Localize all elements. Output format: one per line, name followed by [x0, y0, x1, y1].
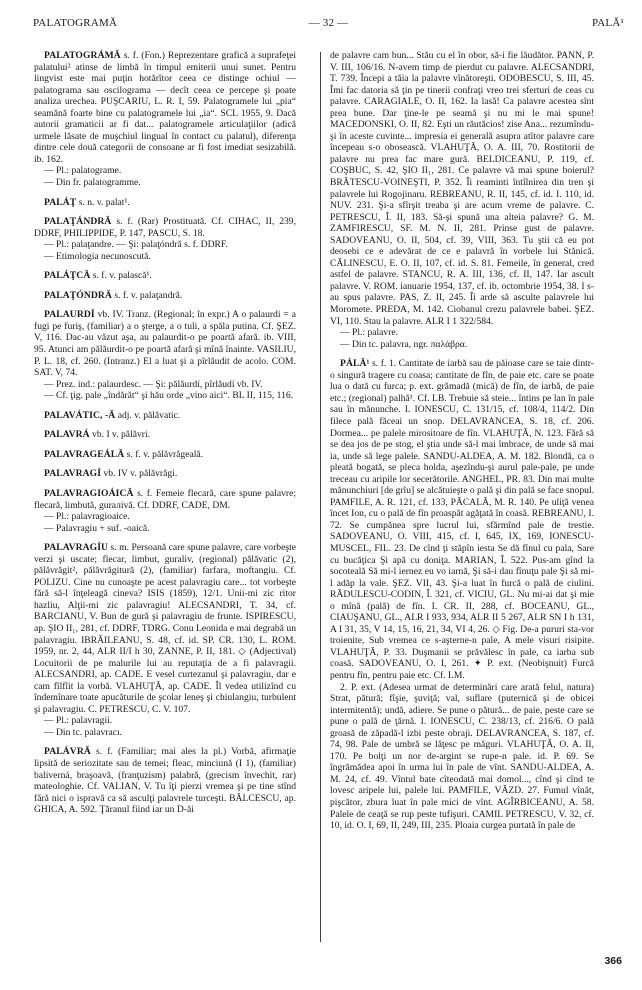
entry-subsection: — Pl.: palatograme. [44, 165, 122, 177]
right-column [330, 50, 594, 832]
entry-subsection: — Pl.: palavragii. [44, 715, 113, 727]
entry-definition: de palavre cam bun... Stău cu el în obor, să-i fie lăudător. PANN, P. V. III, 106/16. N-avem timp de pierdut cu palavre. ALECSANDRI, T. 739. Începi a tăia la palavre vînătoreşti. ODOBESCU, S. III, 45. Îmi fac datoria să ţin pe tinerii confraţi vreo trei sferturi de ceas cu palavre. CARAGIALE, O. II, 162. Ia lasă! Ca palavre acestea sînt prea bune. Dar ţine-le pe seamă şi nu mi le mai spune! MACEDONSKI, O. II, 82. Eşti un răutăcios! zise Ana... rezumîndu-şi în aceste cuvinte... impresia ei generală asupra atîtor palavre care începeau s-o obosească. VLAHUŢĂ, O. A. III, 70. Rostitorii de palavre nu prea fac mare gură. BELDICEANU, P. 119, cf. COŞBUC, S. 42, ŞIO II₁, 281. Ce palavre vă mai spune boierul? BRĂTESCU-VOINEŞTI, P. 352. Îi reaminti întîlnirea din tren şi palavrele lui Rogojinaru. REBREANU, R. II, 145, cf. id. I. 110, id. NUV. 231. Şi-a sfîrşit treaba şi are acum vreme de palavre. C. PETRESCU, Î. II, 183. Să-şi spună una alteia palavre? G. M. ZAMFIRESCU, SF. M. N. II, 281. Prinse gust de palavre. SADOVEANU, O. II, 504, cf. 39, VIII, 363. Tu ştii că eu pot deosebi ce e adevărat de ce e palavră în vorbele lui Stănică. CĂLINESCU, E. O. II, 107, cf. id. S. 81. Femeile, în general, cred astfel de palavre. STANCU, R. A. III, 136, cf. II, 147. Iar ascult palavre. V. ROM. ianuarie 1954, 137, cf. ib. octombrie 1954, 38. I s-au spus palavre. PAS, Z. II, 245. Îi arde să asculte palavrele lui Moromete. PREDA, M. 142. Ciobanul crezu palavrele babei. ŞEZ. VI, 110. Stau la palavre. ALR I 1 322/584. [330, 50, 594, 327]
entry-subsection: — Pl.: palaţandre. — Şi: palaţóndră s. f. DDRF. [44, 239, 228, 251]
entry-definition: PALÁŢ s. n. v. palat¹. [44, 196, 130, 208]
entry-subsection: — Pl.: palavre. [340, 327, 399, 339]
entry-definition: PALAVRAGEÁLĂ s. f. v. pălăvrăgeală. [44, 448, 204, 460]
entry-subsection: — Din tc. palavra, ngr. παλάβρα. [340, 338, 468, 350]
dictionary-entry-palavra_cont [330, 50, 594, 350]
entry-subsection: — Etimologia necunoscută. [44, 250, 151, 262]
headword: PALAŢÓNDRĂ [44, 289, 112, 301]
dictionary-entry-pala1 [330, 358, 594, 831]
entry-definition: PÁLĂ¹ s. f. 1. Cantitate de iarbă sau de păioase care se taie dintr-o singură tragere cu coasa; cantitate de fîn, de paie etc. care se poate lua o dată cu furca; p. ext. grămadă (mică) de fîn, de iarbă, de paie etc.; (regional) palhă¹. Cf. LB. Trebuie să steie... întins pe lan în pale sau în mănunche. I. IONESCU, C. 131/15, cf. 108/4, 114/2. Din filece pală făceai un snop. DELAVRANCEA, S. 18, cf. 206. Dormea... pe palele mirositoare de fîn. VLAHUŢĂ, N. 123. Fără să se dea jos de pe stog, el ştia unde să-l mai îmbrace, de unde să mai ia, unde să lege palele. SANDU-ALDEA, A. M. 182. Blondă, ca o pleată bogată, se pleca holda, aşezîndu-şi aurul pale-pale, pe unde treceau cu aripile lor secerătorile. ANGHEL, PR. 83. Din mai multe mănunchiuri [de grîu] se alcătuieşte o pală şi din pală se face snopul. PAMFILE, A. R. 121, cf. 133, PĂCALĂ, M. R. 140. Pe uliţă venea încet Ion, cu o pală de fîn proaspăt agăţată în coasă. REBREANU, I. 72. Se cumpănea spre lucrul lui, sfărmînd pale de trestie. SADOVEANU, O. VIII, 415, cf. I, 645, IX, 169, IONESCU-MUSCEL, FIL. 23. De cînd ţi stăpîn iesta Se dă fînul cu pala, Sare cu bucăţica Şi apă cu doniţa. MARIAN, Î. 522. Pus-am gînd la socoteală Să mi-l iernez eu vo iarnă, Şi să-i dau fînuţu pale Şi să mi-l adăp la vale. ŞEZ. VII, 43. Şi-a luat în furcă o pală de ciulini. RĂDULESCU-CODIN, Î. 321, cf. VICIU, GL. Nu mi-ai dat şi mie o mînă (pală) de fîn. I. CR. II, 288, cf. BOCEANU, GL., CIAUŞANU, GL., ALR I 933, 934, ALR II 5 267, ALR SN I h 131, A I 31, 35, V 14, 15, 16, 21, 34, VI 4, 26. ◇ Fig. De-a pururi sta-vor troienite, Sub vremea ce s-aşterne-n pale, A mele visuri risipite. VLAHUŢĂ, P. 33. Duşmanii se prăvălesc în pale, ca iarba sub coasă. SADOVEANU, O. I, 261. ✦ P. ext. (Neobişnuit) Furcă pentru fîn, pentru paie etc. Cf. LM. [330, 358, 595, 681]
entry-subsection: 2. P. ext. (Adesea urmat de determinări care arată felul, natura) Strat, pătură; fîşie, şuviţă; val, suflare (puternică şi de obicei intermitentă); undă, adiere. Se pune o pătură... de paie, peste care se pune o pală de ţărnă. I. IONESCU, C. 238/13, cf. 216/6. O pală groasă de zăpadă-l izbi peste obraji. DELAVRANCEA, S. 187, cf. 74, 98. Pale de umbră se lăţesc pe măguri. VLAHUŢĂ, O. A. II, 170. Pe bolţi un nor de-argint se rupe-n pale. id. P. 69. Se îngrămădea apoi în urma lui în pale de vînt. SANDU-ALDEA, A. M. 24, cf. 49. Vîntul bate cîteodată mai domol..., cînd şi cînd te lovesc aripele lui, palele lui. PAMFILE, VĂZD. 27. Fumul vînăt, pişcător, zbura luat în pale mici de vînt. AGÎRBICEANU, A. 58. Palele de ceaţă se rup peste tufişuri. CAMIL PETRESCU, V. 32, cf. 10, id. O. I, 69, II, 249, III, 235. Ploaia curgea purtată în pale de [330, 681, 594, 832]
dictionary-entry-palavragi [34, 468, 296, 480]
dictionary-entry-palat [34, 197, 296, 209]
headword: PALATOGRÁMĂ [44, 50, 121, 61]
entry-subsection: — Cf. ţig. pale „îndărăt“ şi hău orde „vino aici“. BL II, 115, 116. [44, 390, 294, 402]
entry-definition: PALAVRAGÍU s. m. Persoană care spune palavre, care vorbeşte verzi şi uscate; flecar, limbut, guraliv, (regional) pălăvatic (2), pălăvrăgit², pălăvrăgitură (2), (familiar) farfara, moftangiu. Cf. POLIZU. Cine nu cunoaşte pe acest palavragiu care... tot vorbeşte fără să-l înţeleagă cineva? ISIS (1859), 12/1. Unii-mi zic ritor hazliu, Alţii-mi zic palavragiu! ALECSANDRI, T. 34, cf. BARCIANU, V. Bun de gură şi palavragiu de frunte. ISPIRESCU, ap. ŞIO II₁, 281, cf. DDRF, TDRG. Conu Leonida e mai degrabă un palavragiu. IBRĂILEANU, S. 48, cf. id. SP. CR. 130, L. ROM. 1959, nr. 2, 44, ALR II/I h 30, ZANNE, P. II, 181. ◇ (Adjectival) Locuitorii de pe malurile lui au reputaţia de a fi palavragii. ALECSANDRI, ap. CADE. E vesel curtezanul şi palavragiu, dar e cam fîlfîit la vorbă. VLAHUŢĂ, ap. CADE. Îl vedea utilizînd cu îndemînare toate apucăturile de şcolar leneş şi chiulangiu, turbulent şi palavragiu. C. PETRESCU, C. V. 107. [34, 542, 296, 715]
entry-definition: PALAVRÁ vb. I v. pălăvri. [44, 429, 151, 441]
entry-subsection: — Pl.: palavragioaice. [44, 511, 130, 523]
entry-definition: PALÁVRĂ s. f. (Familiar; mai ales la pl.) Vorbă, afirmaţie lipsită de seriozitate sau de temei; fleac, minciună (I 1), (familiar) baliverná, braşoavă, (franţuzism) palabră, (grecism învechit, rar) mateologhie. Cf. VALIAN, V. Tu îţi pierzi vremea şi pe tine stînd fără nici o ispravă ca să asculţi palavrele turceşti. BĂLCESCU, ap. GHICA, A. 592. Ţăranul fiind iar un D-ăi [34, 746, 296, 816]
entry-definition: PALAURDÍ vb. IV. Tranz. (Regional; în expr.) A o palaurdi = a fugi pe furiş, (familiar) a o şterge, a o tuli, a spăla putina. Cf. ŞEZ. V, 116. Dac-au văzut aşa, au palaurdit-o pe poartă afară. ib. VIII, 95. Atunci am pălăurdit-o pe poartă afară şi mînă înainte. VASILIU, P. L. 18, cf. 260. (Intranz.) El a luat şi a pîrlăudit de acolo. COM. SAT. V, 74. [34, 309, 296, 379]
dictionary-entry-palavatic [34, 410, 296, 422]
column-divider [320, 52, 321, 942]
entry-subsection: — Palavragiu + suf. -oaică. [44, 522, 150, 534]
entry-definition: PALATOGRÁMĂ s. f. (Fon.) Reprezentare grafică a suprafeţei palatului² atinse de limbă în timpul emiterii unui sunet. Pentru lingvist este mai puţin hotărîtor ceea ce distinge ochiul — palatograma sau oscilograma — decît ceea ce percepe şi poate analiza urechea. PUŞCARIU, L. R. I, 59. Palatogramele lui „pia“ seamănă foarte bine cu palatogramele lui „ia“. SCL 1955, 9. Dacă autorii gramaticii ar fi dat... palatogramele articulaţiilor (adică urmele lăsate de muşchiul lingual în contact cu palatul), diferenţa dintre cele două categorii de consoane ar fi fost imediat sesizabilă. ib. 162. [34, 50, 296, 165]
headword: PALAVRAGÍU [44, 542, 109, 554]
dictionary-entry-palavra_sf [34, 746, 296, 815]
dictionary-entry-palatandra [34, 216, 296, 262]
running-header [33, 17, 624, 33]
entry-subsection: — Din fr. palatogramme. [44, 177, 141, 189]
headword: PALAVRAGIOÁICĂ [44, 487, 134, 499]
dictionary-entry-palatograma [34, 50, 296, 189]
headword: PALAVRÁ [44, 429, 90, 441]
headword: PALAVRAGEÁLĂ [44, 448, 125, 460]
entry-definition: PALAVRAGIOÁICĂ s. f. Femeie flecară, care spune palavre; flecară, limbută, gurалivă. Cf. DDRF, CADE, DM. [34, 487, 296, 511]
entry-definition: PALAŢÓNDRĂ s. f. v. palaţandră. [44, 289, 183, 301]
headword: PALÁVRĂ [44, 746, 91, 758]
dictionary-entry-palavra_vb [34, 429, 296, 441]
headword: PALÁŢCĂ [44, 270, 91, 282]
entry-definition: PALAVRAGÍ vb. IV v. pălăvrăgi. [44, 468, 178, 480]
right-guide-word: PALĂ¹ [591, 17, 624, 29]
entry-definition: PALAVÁTIC, -Ă adj. v. pălăvatic. [44, 409, 181, 421]
page-number-center: — 32 — [308, 17, 349, 29]
page-number: 366 [604, 955, 622, 967]
left-guide-word: PALATOGRAMĂ [33, 17, 118, 29]
entry-subsection: — Prez. ind.: palaurdesc. — Şi: pălăurdí, pîrlăudí vb. IV. [44, 378, 263, 390]
headword: PALAŢÁNDRĂ [44, 216, 112, 228]
dictionary-entry-palatca [34, 270, 296, 282]
headword: PALAURDÍ [44, 309, 95, 321]
entry-subsection: — Din tc. palavracı. [44, 726, 123, 738]
headword: PALAVRAGÍ [44, 468, 102, 480]
headword: PALÁŢ [44, 196, 77, 208]
headword: PALAVÁTIC, -Ă [44, 409, 116, 421]
dictionary-entry-palatondra [34, 290, 296, 302]
entry-definition: PALAŢÁNDRĂ s. f. (Rar) Prostituată. Cf. CIHAC, II, 239, DDRF, PHILIPPIDE, P. 147, PASCU, S. 18. [34, 216, 296, 239]
dictionary-entry-palaurdi [34, 309, 296, 401]
headword: PÁLĂ¹ [340, 358, 370, 370]
left-column [34, 50, 296, 816]
dictionary-entry-palavragioaica [34, 488, 296, 534]
dictionary-entry-palavragiu [34, 542, 296, 738]
dictionary-entry-palavrageala [34, 449, 296, 461]
entry-definition: PALÁŢCĂ s. f. v. palască¹. [44, 270, 152, 282]
